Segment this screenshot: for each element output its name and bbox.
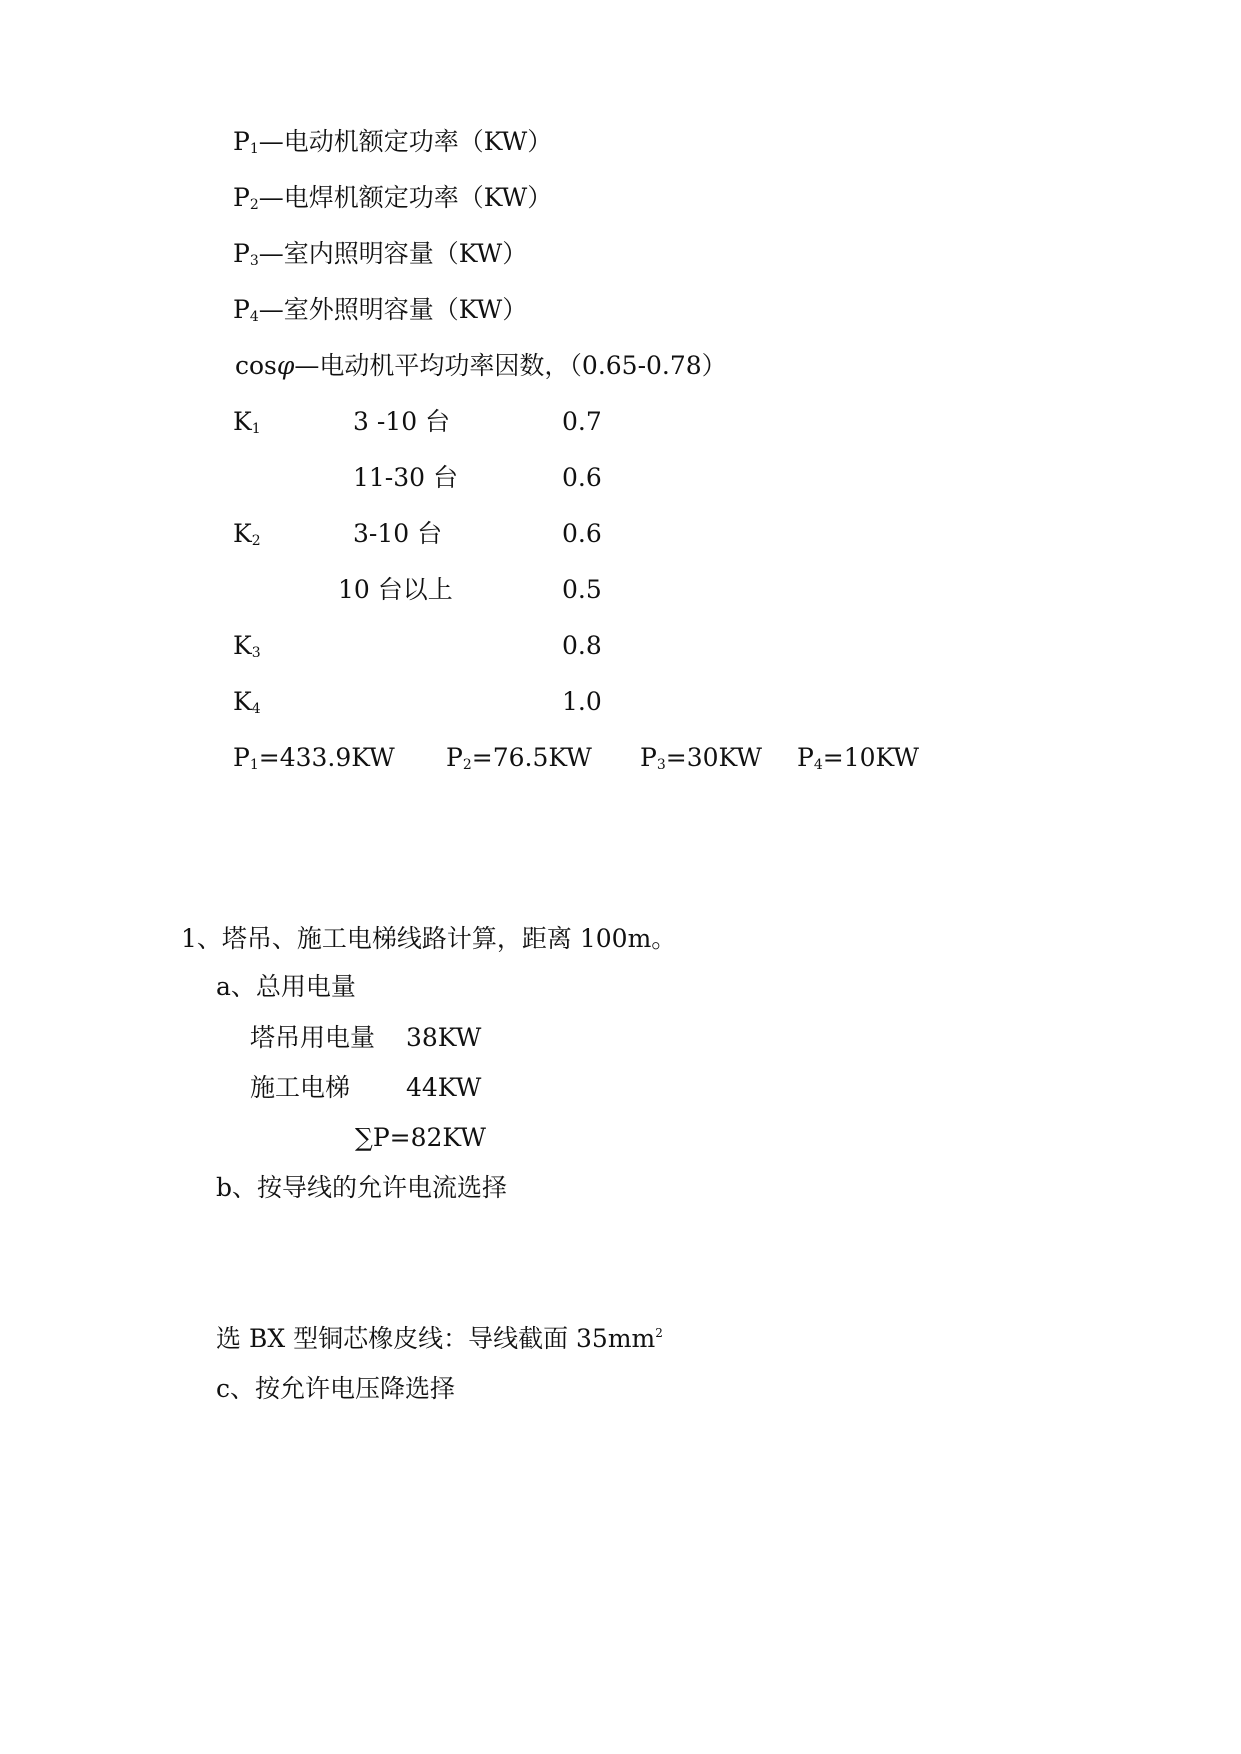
load-sum: ∑P=82KW bbox=[355, 1123, 486, 1152]
subsection-a-title: a、总用电量 bbox=[216, 972, 356, 1001]
k-value: 0.6 bbox=[562, 519, 602, 548]
k-value: 0.7 bbox=[562, 407, 602, 436]
definition-p2: $P_2—$电焊机额定功率（KW） bbox=[233, 183, 553, 213]
load-item-name: 塔吊用电量 bbox=[250, 1023, 376, 1052]
load-item-value: 44KW bbox=[406, 1073, 482, 1102]
definition-cos-phi: cosφ—电动机平均功率因数，（0.65-0.78） bbox=[235, 351, 727, 380]
k-value: 0.6 bbox=[562, 463, 602, 492]
p2-value: $P_2=76.5KW$ bbox=[446, 743, 592, 773]
k-label: $K_1$ bbox=[233, 407, 261, 437]
p1-value: $P_1=433.9KW$ bbox=[233, 743, 395, 773]
k-range: 3 -10 台 bbox=[353, 407, 451, 436]
k-label: $K_3$ bbox=[233, 631, 261, 661]
p3-value: $P_3=30KW$ bbox=[640, 743, 762, 773]
k-range: 11-30 台 bbox=[353, 463, 459, 492]
definition-p3: $P_3—$室内照明容量（KW） bbox=[233, 239, 528, 269]
conductor-selection: 选 BX 型铜芯橡皮线：导线截面 $35mm^2$ bbox=[216, 1324, 663, 1353]
k-range: 3-10 台 bbox=[353, 519, 443, 548]
definition-p4: $P_4—$室外照明容量（KW） bbox=[233, 295, 528, 325]
k-label: $K_4$ bbox=[233, 687, 261, 717]
definition-p1: $P_1—$电动机额定功率（KW） bbox=[233, 127, 553, 157]
load-item-value: 38KW bbox=[406, 1023, 482, 1052]
section-heading: 1、塔吊、施工电梯线路计算，距离 100m。 bbox=[181, 924, 677, 953]
subsection-c-title: c、按允许电压降选择 bbox=[216, 1374, 456, 1403]
p4-value: $P_4=10KW$ bbox=[797, 743, 919, 773]
subsection-b-title: b、按导线的允许电流选择 bbox=[216, 1173, 508, 1202]
k-range: 10 台以上 bbox=[338, 575, 453, 604]
k-value: 0.5 bbox=[562, 575, 602, 604]
load-item-name: 施工电梯 bbox=[250, 1073, 351, 1102]
k-value: 0.8 bbox=[562, 631, 602, 660]
k-value: 1.0 bbox=[562, 687, 602, 716]
k-label: $K_2$ bbox=[233, 519, 261, 549]
